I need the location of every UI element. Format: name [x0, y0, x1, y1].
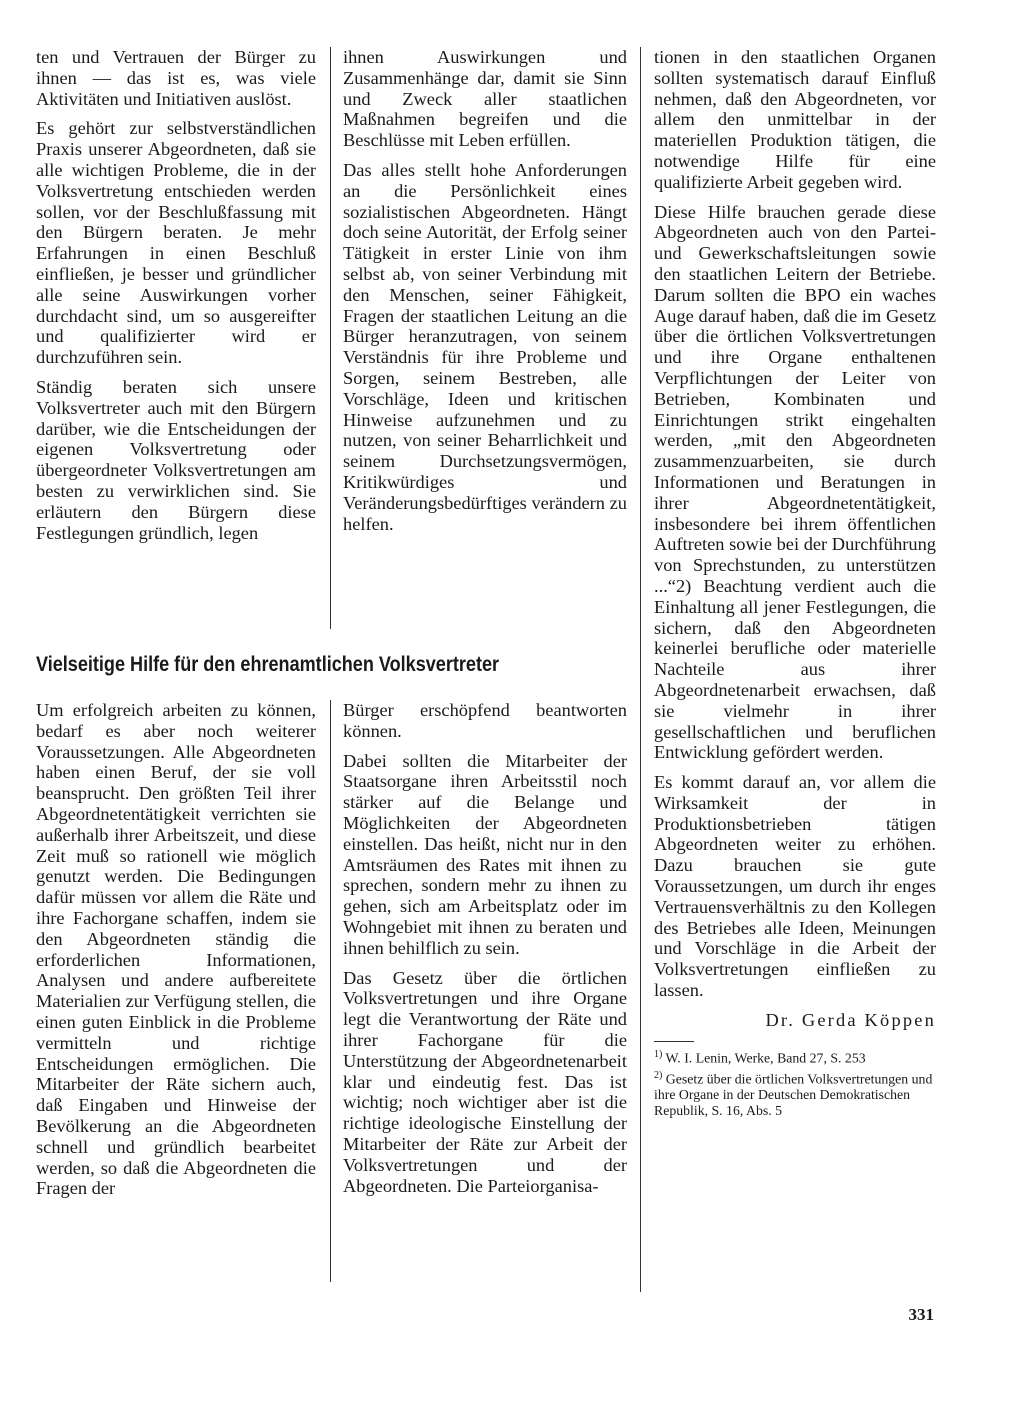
column-2-bottom	[343, 700, 627, 1205]
footnote-number: 1)	[654, 1048, 663, 1060]
section-heading: Vielseitige Hilfe für den ehrenamtlichen Volksvertreter	[36, 653, 500, 676]
column-divider	[640, 47, 641, 1292]
footnote-2	[654, 1068, 936, 1119]
paragraph: Das Gesetz über die örtlichen Volksvertretungen und ihre Organe legt die Verantwortung der Räte und ihrer Fachorgane für die Unterstützung der Abgeordnetenarbeit klar und eindeutig fest. Das ist wichtig; noch wichtiger aber ist die richtige ideologische Einstellung der Mitarbeiter der Räte zur Arbeit der Volksvertretungen und der Abgeordneten. Die Parteiorganisa-	[343, 967, 627, 1196]
paragraph: Ständig beraten sich unsere Volksvertreter auch mit den Bürgern darüber, wie die Entscheidungen der eigenen Volksvertretung oder übergeordneter Volksvertretungen am besten zu verwirklichen sind. Sie erläutern den Bürgern diese Festlegungen gründlich, legen	[36, 376, 316, 543]
paragraph: Es kommt darauf an, vor allem die Wirksamkeit der in Produktionsbetrieben tätigen Abgeordneten weiter zu erhöhen. Dazu brauchen sie gute Voraussetzungen, um durch ihr enges Vertrauensverhältnis zu den Kollegen des Betriebes alle Ideen, Meinungen und Vorschläge in die Arbeit der Volksvertretungen einfließen zu lassen.	[654, 772, 936, 1001]
paragraph: Bürger erschöpfend beantworten können.	[343, 700, 627, 741]
column-1-top	[36, 47, 316, 552]
paragraph: Das alles stellt hohe Anforderungen an die Persönlichkeit eines sozialistischen Abgeordneten. Hängt doch seine Autorität, der Erfolg seiner Tätigkeit in erster Linie von ihm selbst ab, von seiner Verbindung mit den Menschen, seiner Fähigkeit, Fragen der staatlichen Leitung an die Bürger heranzutragen, von seinem Verständnis für ihre Probleme und Sorgen, seinem Bestreben, alle Vorschläge, Ideen und kritischen Hinweise aufzunehmen und zu nutzen, von seiner Beharrlichkeit und seinem Durchsetzungsvermögen, Kritikwürdiges und Veränderungsbedürftiges verändern zu helfen.	[343, 159, 627, 534]
paragraph: ihnen Auswirkungen und Zusammenhänge dar, damit sie Sinn und Zweck aller staatlichen Maßnahmen begreifen und die Beschlüsse mit Leben erfüllen.	[343, 47, 627, 151]
column-divider	[330, 47, 331, 629]
paragraph: tionen in den staatlichen Organen sollten systematisch darauf Einfluß nehmen, daß den Abgeordneten, vor allem den unmittelbar in der materiellen Produktion tätigen, die notwendige Hilfe für eine qualifizierte Arbeit gegeben wird.	[654, 47, 936, 192]
page-number: 331	[908, 1305, 934, 1324]
footnote-number: 2)	[654, 1070, 663, 1082]
paragraph: Um erfolgreich arbeiten zu können, bedarf es aber noch weiterer Voraussetzungen. Alle Abgeordneten haben einen Beruf, der sie voll beansprucht. Den größten Teil ihrer Abgeordnetentätigkeit verrichten sie außerhalb ihrer Arbeitszeit, und diese Zeit muß so rationell wie möglich genutzt werden. Die Bedingungen dafür müssen vor allem die Räte und ihre Fachorgane schaffen, indem sie den Abgeordneten ständig die erforderlichen Informationen, Analysen und andere aufbereitete Materialien zur Verfügung stellen, die einen guten Einblick in die Probleme vermitteln und richtige Entscheidungen ermöglichen. Die Mitarbeiter der Räte sichern auch, daß Eingaben und Hinweise der Bevölkerung an die Abgeordneten schnell und gründlich bearbeitet werden, so daß die Abgeordneten die Fragen der	[36, 700, 316, 1199]
paragraph: ten und Vertrauen der Bürger zu ihnen — das ist es, was viele Aktivitäten und Initiativen auslöst.	[36, 47, 316, 109]
paragraph: Es gehört zur selbstverständlichen Praxis unserer Abgeordneten, daß sie alle wichtigen Probleme, die in der Volksvertretung entschieden werden sollen, vor der Beschlußfassung mit den Bürgern beraten. Je mehr Erfahrungen in einen Beschluß einfließen, je besser und gründlicher alle seine Auswirkungen vorher durchdacht sind, um so ausgereifter und qualifizierter wird er durchzuführen sein.	[36, 118, 316, 368]
paragraph: Dabei sollten die Mitarbeiter der Staatsorgane ihren Arbeitsstil noch stärker auf die Belange und Möglichkeiten der Abgeordneten einstellen. Das heißt, nicht nur in den Amtsräumen des Rates mit ihnen zu sprechen, sondern mehr zu ihnen zu gehen, sich am Arbeitsplatz oder im Wohngebiet mit ihnen zu beraten und ihnen behilflich zu sein.	[343, 750, 627, 958]
column-2-top	[343, 47, 627, 543]
paragraph: Diese Hilfe brauchen gerade diese Abgeordneten auch von den Partei- und Gewerkschaftsleitungen sowie den staatlichen Leitern der Betriebe. Darum sollten die BPO ein waches Auge darauf haben, daß die im Gesetz über die örtlichen Volksvertretungen und ihre Organe enthaltenen Verpflichtungen der Leiter von Betrieben, Kombinaten und Einrichtungen strikt eingehalten werden, „mit den Abgeordneten zusammenzuarbeiten, sie durch Informationen und Beratungen in ihrer Abgeordnetentätigkeit, insbesondere bei ihrem öffentlichen Auftreten sowie bei der Durchführung von Sprechstunden, zu unterstützen ...“2) Beachtung verdient auch die Einhaltung all jener Festlegungen, die sichern, daß den Abgeordneten keinerlei berufliche oder materielle Nachteile aus ihrer Abgeordnetenarbeit erwachsen, daß sie vielmehr in ihrer gesellschaftlichen und beruflichen Entwicklung gefördert werden.	[654, 201, 936, 763]
footnote-text: Gesetz über die örtlichen Volksvertretungen und ihre Organe in der Deutschen Demokratischen Republik, S. 16, Abs. 5	[654, 1071, 933, 1119]
column-1-bottom	[36, 700, 316, 1208]
footnote-1	[654, 1047, 936, 1066]
author-signature: Dr. Gerda Köppen	[765, 1009, 936, 1030]
footnote-text: W. I. Lenin, Werke, Band 27, S. 253	[665, 1050, 866, 1066]
footnote-divider	[654, 1041, 694, 1042]
column-divider	[330, 700, 331, 1282]
column-3	[654, 47, 936, 1121]
